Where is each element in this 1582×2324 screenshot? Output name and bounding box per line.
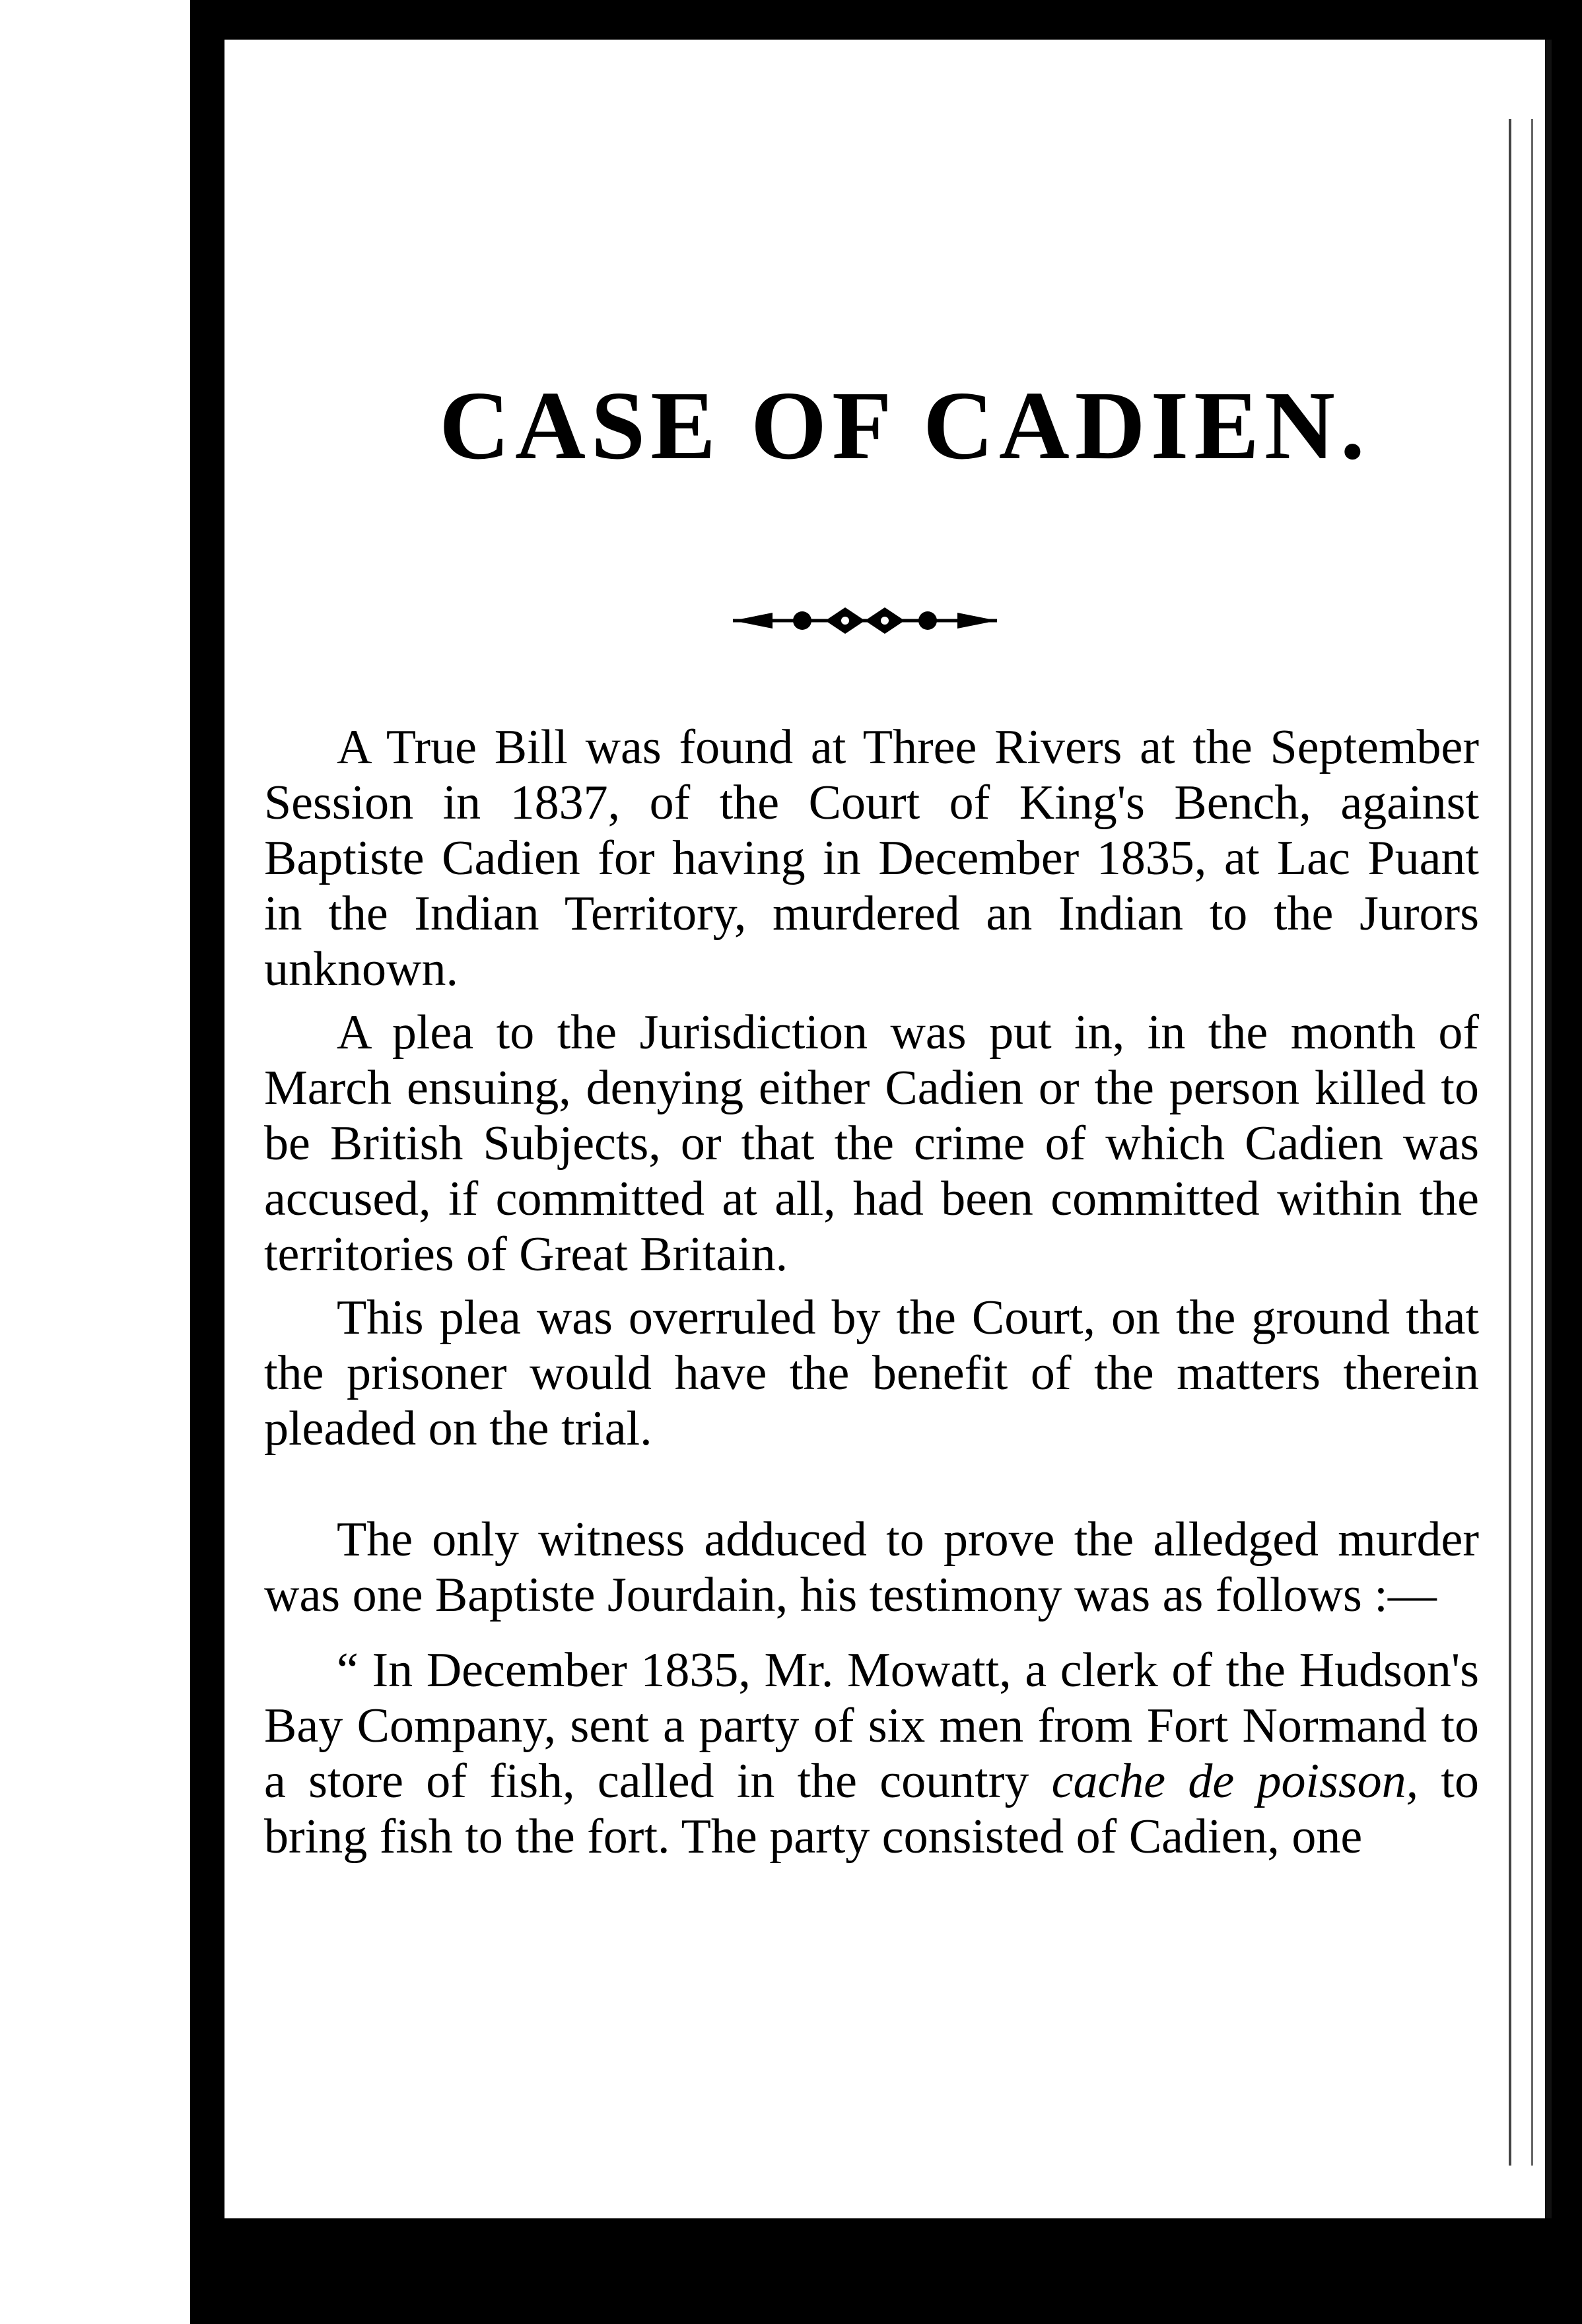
decorative-rule-icon xyxy=(726,594,1004,647)
paragraph-true-bill: A True Bill was found at Three Rivers at the September Session in 1837, of the Court of King's Bench, against Baptiste Cadien for having in December 1835, at Lac Puant in the Indian Territory, murdered an Indian to the Jurors unknown. xyxy=(264,720,1479,996)
paragraph-witness: The only witness adduced to prove the alledged murder was one Baptiste Jourdain, his testimony was as follows :— xyxy=(264,1513,1479,1622)
paragraph-overruled: This plea was overruled by the Court, on the ground that the prisoner would have the benefit of the matters therein pleaded on the trial. xyxy=(264,1291,1479,1456)
paragraph-plea: A plea to the Jurisdiction was put in, in the month of March ensuing, denying either Cadien or the person killed to be British Subjects, or that the crime of which Cadien was accused, if committed at all, had been committed within the territories of Great Britain. xyxy=(264,1006,1479,1282)
document-page xyxy=(224,40,1552,2218)
paragraph-testimony xyxy=(264,1643,1479,1864)
adjacent-page xyxy=(0,0,190,2324)
body-text xyxy=(264,720,1479,1864)
testimony-text-start: “ In December 1835, Mr. Mowatt, a clerk of the Hudson's Bay Company, sent a party of six men from Fort Normand to a store of fish, called in the country xyxy=(264,1643,1479,1808)
book-gutter xyxy=(190,0,224,2324)
testimony-text-end: to bring fish to the fort. The party consisted of Cadien, one xyxy=(264,1754,1479,1864)
page-title: CASE OF CADIEN. xyxy=(439,372,1370,480)
testimony-italic-term: cache de poisson, xyxy=(1051,1754,1419,1808)
